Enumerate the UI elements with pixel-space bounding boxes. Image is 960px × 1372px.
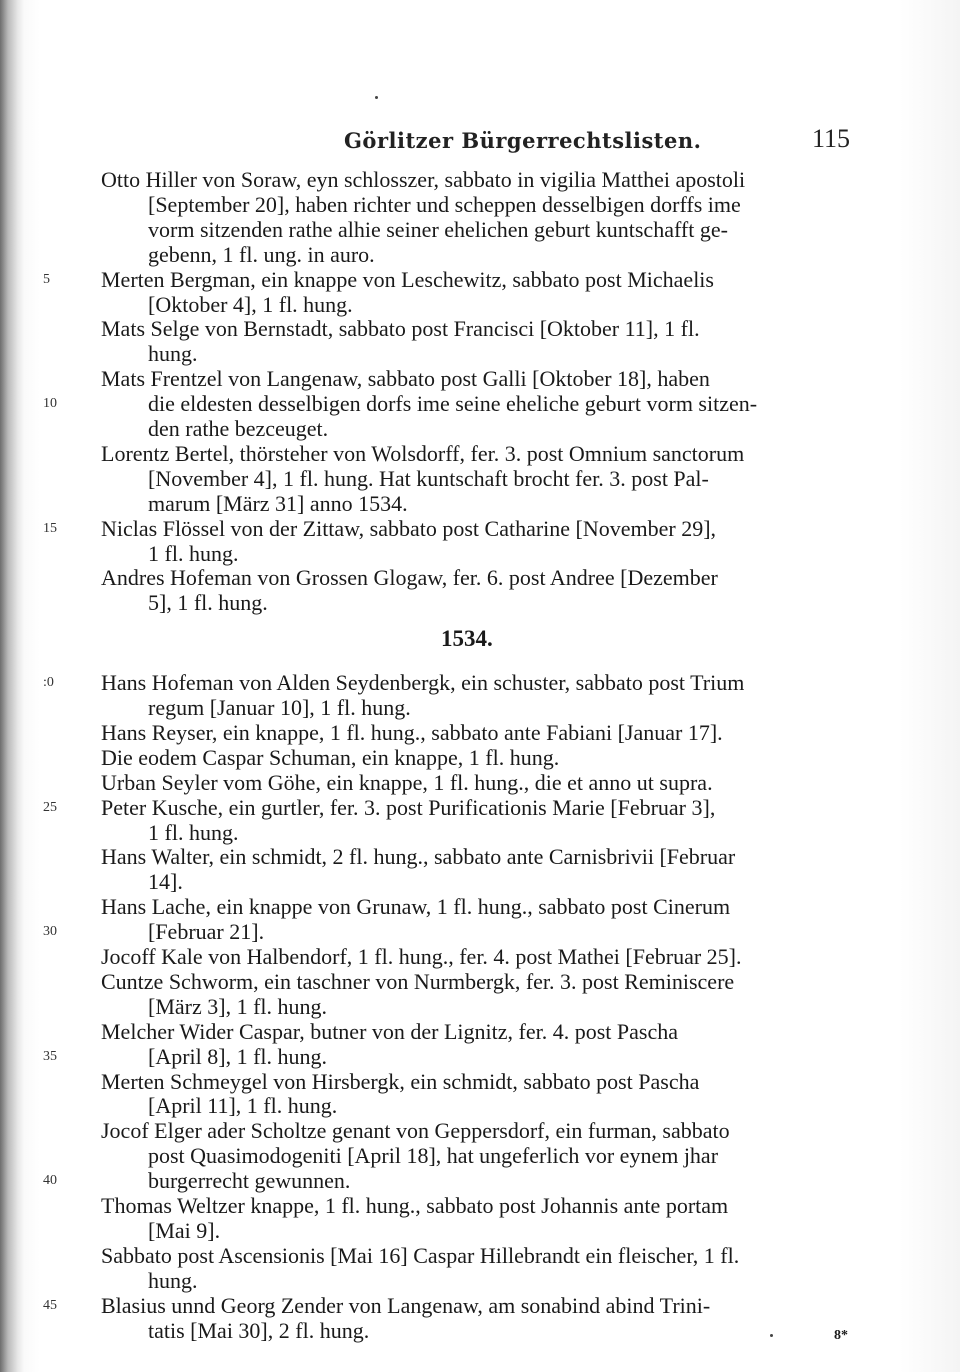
text-line: Thomas Weltzer knappe, 1 fl. hung., sabbato post Johannis ante portam bbox=[101, 1193, 729, 1218]
line-number: :0 bbox=[43, 675, 54, 691]
text-line: vorm sitzenden rathe alhie seiner ehelichen geburt kuntschafft ge- bbox=[148, 216, 728, 242]
year-heading: 1534. bbox=[441, 626, 493, 652]
line-number: 25 bbox=[43, 799, 57, 815]
text-line: Urban Seyler vom Göhe, ein knappe, 1 fl. hung., die et anno ut supra. bbox=[101, 769, 713, 795]
line-number: 5 bbox=[43, 271, 50, 287]
text-line: Andres Hofeman von Grossen Glogaw, fer. 6. post Andree [Dezember bbox=[101, 565, 718, 591]
text-line: Merten Bergman, ein knappe von Leschewitz, sabbato post Michaelis bbox=[101, 266, 714, 292]
text-line: [Februar 21]. bbox=[148, 919, 265, 945]
text-line: die eldesten desselbigen dorfs ime seine eheliche geburt vorm sitzen- bbox=[148, 391, 758, 417]
text-line: Hans Hofeman von Alden Seydenbergk, ein schuster, sabbato post Trium bbox=[101, 670, 745, 696]
text-line: Die eodem Caspar Schuman, ein knappe, 1 fl. hung. bbox=[101, 744, 560, 770]
line-number: 30 bbox=[43, 924, 57, 940]
text-line: regum [Januar 10], 1 fl. hung. bbox=[148, 695, 411, 720]
text-line: gebenn, 1 fl. ung. in auro. bbox=[148, 241, 375, 267]
text-line: Sabbato post Ascensionis [Mai 16] Caspar Hillebrandt ein fleischer, 1 fl. bbox=[101, 1242, 740, 1268]
text-line: burgerrecht gewunnen. bbox=[148, 1168, 351, 1194]
running-header bbox=[300, 124, 850, 160]
text-line: 5], 1 fl. hung. bbox=[148, 590, 268, 616]
text-line: den rathe bezceuget. bbox=[148, 416, 329, 441]
line-number: 15 bbox=[43, 520, 57, 536]
signature-mark: 8* bbox=[834, 1328, 848, 1343]
line-number: 40 bbox=[43, 1173, 57, 1189]
text-line: Hans Lache, ein knappe von Grunaw, 1 fl. hung., sabbato post Cinerum bbox=[101, 894, 731, 920]
text-line: Jocoff Kale von Halbendorf, 1 fl. hung., fer. 4. post Mathei [Februar 25]. bbox=[101, 944, 742, 969]
text-line: 1 fl. hung. bbox=[148, 819, 239, 845]
text-line: marum [März 31] anno 1534. bbox=[148, 490, 408, 516]
text-line: Niclas Flössel von der Zittaw, sabbato post Catharine [November 29], bbox=[101, 515, 717, 541]
text-line: [Mai 9]. bbox=[148, 1217, 221, 1243]
speck bbox=[375, 96, 378, 99]
text-line: post Quasimodogeniti [April 18], hat ungeferlich vor eynem jhar bbox=[148, 1143, 719, 1169]
running-title: Görlitzer Bürgerrechtslisten. bbox=[344, 128, 702, 153]
line-number: 45 bbox=[43, 1297, 57, 1313]
line-number: 10 bbox=[43, 396, 57, 412]
text-line: Peter Kusche, ein gurtler, fer. 3. post Purificationis Marie [Februar 3], bbox=[101, 794, 716, 820]
text-line: hung. bbox=[148, 341, 198, 367]
text-line: [Oktober 4], 1 fl. hung. bbox=[148, 291, 353, 317]
line-number: 35 bbox=[43, 1048, 57, 1064]
text-line: Mats Frentzel von Langenaw, sabbato post Galli [Oktober 18], haben bbox=[101, 366, 710, 392]
text-line: [April 8], 1 fl. hung. bbox=[148, 1043, 328, 1069]
text-line: Hans Reyser, ein knappe, 1 fl. hung., sabbato ante Fabiani [Januar 17]. bbox=[101, 719, 723, 745]
page-binding-shadow bbox=[0, 0, 24, 1372]
text-line: Melcher Wider Caspar, butner von der Lignitz, fer. 4. post Pascha bbox=[101, 1018, 678, 1044]
text-line: Mats Selge von Bernstadt, sabbato post Francisci [Oktober 11], 1 fl. bbox=[101, 316, 700, 342]
text-line: hung. bbox=[148, 1267, 198, 1293]
speck bbox=[770, 1334, 773, 1337]
text-line: Otto Hiller von Soraw, eyn schlosszer, sabbato in vigilia Matthei apostoli bbox=[101, 167, 746, 192]
text-line: [September 20], haben richter und scheppen desselbigen dorffs ime bbox=[148, 191, 741, 217]
text-line: Lorentz Bertel, thörsteher von Wolsdorff, fer. 3. post Omnium sanctorum bbox=[101, 440, 745, 466]
text-line: Jocof Elger ader Scholtze genant von Geppersdorf, ein furman, sabbato bbox=[101, 1118, 730, 1144]
text-line: tatis [Mai 30], 2 fl. hung. bbox=[148, 1317, 370, 1343]
text-line: [April 11], 1 fl. hung. bbox=[148, 1093, 338, 1119]
text-line: [November 4], 1 fl. hung. Hat kuntschaft brocht fer. 3. post Pal- bbox=[148, 465, 709, 491]
page-number: 115 bbox=[811, 124, 850, 153]
text-line: Hans Walter, ein schmidt, 2 fl. hung., sabbato ante Carnisbrivii [Februar bbox=[101, 844, 736, 870]
text-line: 14]. bbox=[148, 869, 183, 895]
text-line: Blasius unnd Georg Zender von Langenaw, am sonabind abind Trini- bbox=[101, 1292, 711, 1318]
text-line: 1 fl. hung. bbox=[148, 540, 239, 566]
text-line: [März 3], 1 fl. hung. bbox=[148, 993, 328, 1019]
text-line: Cuntze Schworm, ein taschner von Nurmbergk, fer. 3. post Reminiscere bbox=[101, 968, 735, 994]
text-line: Merten Schmeygel von Hirsbergk, ein schmidt, sabbato post Pascha bbox=[101, 1068, 700, 1094]
